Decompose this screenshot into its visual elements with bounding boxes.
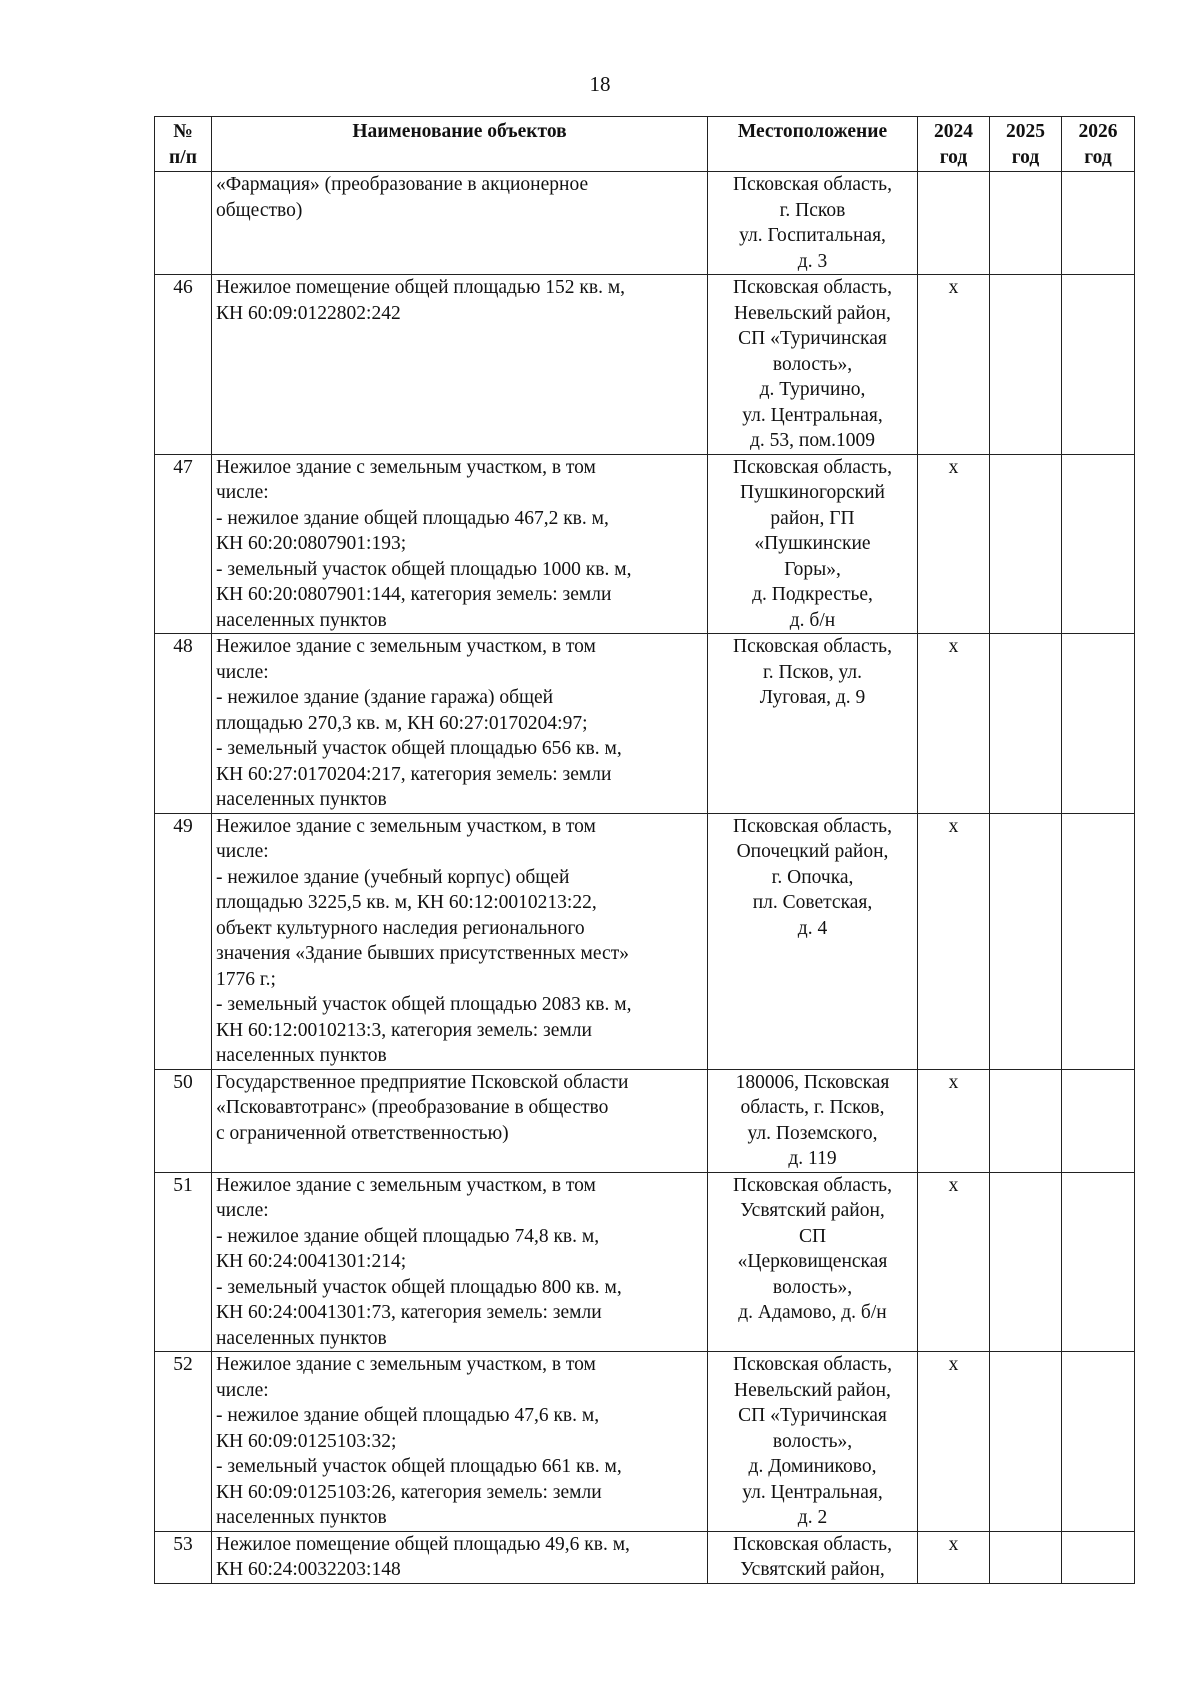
object-location-line: волость», [772, 1276, 853, 1298]
object-name-line: - земельный участок общей площадью 656 кв. м, [216, 738, 622, 759]
year-2026-cell [1062, 813, 1135, 1069]
object-name [212, 275, 708, 455]
object-name-line: «Псковавтотранс» (преобразование в общество [216, 1097, 609, 1118]
object-location [708, 1531, 918, 1583]
year-2025-cell [990, 1069, 1062, 1172]
year-2025-cell [990, 1531, 1062, 1583]
object-location-line: д. Туричино, [759, 379, 866, 400]
year-2024-cell [918, 172, 990, 275]
table-row [155, 1352, 1135, 1532]
object-location-line: Невельский район, [734, 302, 891, 324]
object-name-line: Нежилое здание с земельным участком, в том [216, 636, 596, 657]
object-name-line: Нежилое помещение общей площадью 152 кв. м, [216, 277, 626, 298]
object-name-line: числе: [216, 1379, 269, 1401]
object-location-line: ул. Поземского, [747, 1122, 878, 1144]
object-location-line: Опочецкий район, [736, 841, 889, 862]
header-year-2024-unit: год [939, 147, 968, 168]
year-2024-mark: х [948, 1533, 959, 1555]
year-2024-cell [918, 454, 990, 634]
table-row [155, 813, 1135, 1069]
year-2024-mark: х [948, 815, 959, 837]
year-2024-mark: х [948, 456, 959, 478]
object-name-line: КН 60:24:0032203:148 [216, 1559, 401, 1580]
object-location-line: пл. Советская, [752, 892, 873, 913]
object-location [708, 1069, 918, 1172]
year-2025-cell [990, 275, 1062, 455]
object-name-line: - нежилое здание (здание гаража) общей [216, 687, 554, 708]
object-location-line: г. Псков [779, 199, 846, 221]
object-location-line: СП «Туричинская [738, 1405, 887, 1426]
year-2024-mark: х [948, 636, 959, 657]
object-location-line: Псковская область, [733, 174, 892, 195]
object-name-line: объект культурного наследия регионального [216, 917, 585, 939]
object-name-line: КН 60:09:0125103:32; [216, 1430, 397, 1452]
table-body [155, 172, 1135, 1584]
object-name-line: КН 60:27:0170204:217, категория земель: земли [216, 763, 612, 785]
year-2025-cell [990, 454, 1062, 634]
object-location [708, 813, 918, 1069]
object-name [212, 172, 708, 275]
header-num [155, 117, 212, 172]
header-year-2026-value: 2026 [1078, 121, 1118, 142]
object-location-line: «Пушкинские [754, 533, 871, 554]
year-2026-cell [1062, 1172, 1135, 1352]
object-name-line: населенных пунктов [216, 609, 387, 631]
object-name-line: числе: [216, 1200, 269, 1221]
year-2024-cell [918, 1069, 990, 1172]
object-location-line: г. Опочка, [771, 866, 854, 888]
object-name-line: - нежилое здание общей площадью 467,2 кв. м, [216, 507, 609, 529]
object-name-line: населенных пунктов [216, 1507, 387, 1528]
object-location-line: Псковская область, [733, 456, 892, 478]
year-2024-cell [918, 1531, 990, 1583]
object-location-line: Псковская область, [733, 277, 892, 298]
object-location-line: г. Псков, ул. [763, 661, 862, 683]
header-year-2025-value: 2025 [1006, 121, 1045, 142]
row-number [155, 172, 212, 275]
object-name-line: Нежилое здание с земельным участком, в том [216, 815, 596, 837]
object-location-line: ул. Госпитальная, [739, 225, 886, 246]
object-location-line: д. 119 [788, 1148, 837, 1169]
object-location-line: Пушкиногорский [740, 482, 885, 503]
year-2024-mark: х [948, 1174, 959, 1196]
row-number: 48 [155, 634, 212, 814]
year-2026-cell [1062, 1069, 1135, 1172]
object-location-line: ул. Центральная, [742, 404, 883, 426]
object-location-line: СП «Туричинская [738, 328, 887, 349]
object-name-line: населенных пунктов [216, 789, 387, 810]
object-name-line: КН 60:24:0041301:214; [216, 1251, 407, 1272]
object-name-line: «Фармация» (преобразование в акционерное [216, 174, 589, 195]
object-name-line: Нежилое помещение общей площадью 49,6 кв. м, [216, 1533, 630, 1555]
year-2024-mark: х [948, 277, 959, 298]
table-row [155, 1069, 1135, 1172]
year-2026-cell [1062, 275, 1135, 455]
object-name-line: значения «Здание бывших присутственных мест» [216, 943, 629, 964]
object-location-line: волость», [772, 1430, 853, 1452]
object-location-line: волость», [772, 353, 853, 375]
object-location-line: Горы», [784, 558, 841, 580]
object-location-line: 180006, Псковская [735, 1071, 890, 1093]
object-location-line: область, г. Псков, [740, 1097, 885, 1118]
object-name-line: Нежилое здание с земельным участком, в том [216, 1354, 596, 1375]
object-name-line: - земельный участок общей площадью 2083 кв. м, [216, 994, 632, 1015]
object-name [212, 1531, 708, 1583]
object-location-line: д. б/н [789, 609, 836, 631]
object-name [212, 454, 708, 634]
year-2024-cell [918, 634, 990, 814]
object-name [212, 1069, 708, 1172]
object-name-line: Нежилое здание с земельным участком, в том [216, 1174, 596, 1196]
object-name-line: - земельный участок общей площадью 661 кв. м, [216, 1456, 622, 1477]
object-location-line: Усвятский район, [740, 1559, 885, 1580]
object-name-line: населенных пунктов [216, 1327, 387, 1349]
year-2026-cell [1062, 634, 1135, 814]
row-number: 51 [155, 1172, 212, 1352]
object-name-line: населенных пунктов [216, 1045, 387, 1066]
object-location [708, 1172, 918, 1352]
object-name-line: 1776 г.; [216, 968, 276, 990]
header-name: Наименование объектов [212, 117, 708, 172]
object-location-line: «Церковищенская [737, 1251, 888, 1272]
year-2025-cell [990, 1352, 1062, 1532]
year-2025-cell [990, 172, 1062, 275]
object-name-line: Нежилое здание с земельным участком, в том [216, 456, 596, 478]
year-2025-cell [990, 813, 1062, 1069]
object-name-line: КН 60:24:0041301:73, категория земель: земли [216, 1302, 602, 1323]
header-year-2024-value: 2024 [934, 121, 973, 142]
year-2026-cell [1062, 172, 1135, 275]
year-2024-cell [918, 1352, 990, 1532]
object-location [708, 454, 918, 634]
object-name-line: Государственное предприятие Псковской области [216, 1071, 629, 1093]
header-year-2026 [1062, 117, 1135, 172]
object-location-line: ул. Центральная, [742, 1481, 883, 1503]
object-location-line: Псковская область, [733, 1533, 892, 1555]
table-row [155, 1531, 1135, 1583]
object-location-line: Псковская область, [733, 1354, 892, 1375]
object-location-line: д. Доминиково, [748, 1456, 877, 1477]
header-year-2025 [990, 117, 1062, 172]
object-name-line: числе: [216, 661, 269, 683]
object-name-line: с ограниченной ответственностью) [216, 1122, 509, 1144]
object-name-line: - нежилое здание общей площадью 74,8 кв. м, [216, 1225, 600, 1247]
object-location-line: Псковская область, [733, 1174, 892, 1196]
object-name-line: - земельный участок общей площадью 800 кв. м, [216, 1276, 622, 1298]
object-name-line: - нежилое здание общей площадью 47,6 кв. м, [216, 1405, 600, 1426]
header-year-2025-unit: год [1011, 147, 1040, 168]
header-num-line1: № [173, 121, 193, 142]
header-location: Местоположение [708, 117, 918, 172]
objects-table [154, 116, 1135, 1584]
table-row [155, 275, 1135, 455]
object-name-line: числе: [216, 482, 269, 503]
object-location-line: Усвятский район, [740, 1200, 885, 1221]
year-2024-cell [918, 1172, 990, 1352]
row-number: 47 [155, 454, 212, 634]
year-2025-cell [990, 1172, 1062, 1352]
object-location-line: д. Подкрестье, [752, 584, 873, 605]
object-location-line: д. 4 [797, 917, 828, 939]
row-number: 52 [155, 1352, 212, 1532]
table-row [155, 172, 1135, 275]
object-name-line: - нежилое здание (учебный корпус) общей [216, 866, 570, 888]
object-name-line: КН 60:20:0807901:144, категория земель: земли [216, 584, 612, 605]
object-location-line: район, ГП [770, 507, 855, 529]
object-location-line: д. Адамово, д. б/н [738, 1302, 887, 1323]
object-location-line: Невельский район, [734, 1379, 891, 1401]
table-row [155, 454, 1135, 634]
object-name [212, 1172, 708, 1352]
object-name-line: числе: [216, 841, 269, 862]
object-name [212, 634, 708, 814]
object-name-line: площадью 270,3 кв. м, КН 60:27:0170204:97; [216, 712, 588, 734]
year-2024-cell [918, 275, 990, 455]
header-year-2026-unit: год [1084, 147, 1112, 168]
row-number: 50 [155, 1069, 212, 1172]
object-location-line: Псковская область, [733, 815, 892, 837]
object-name-line: общество) [216, 199, 303, 221]
object-name-line: - земельный участок общей площадью 1000 кв. м, [216, 558, 632, 580]
year-2024-mark: х [948, 1071, 959, 1093]
object-location [708, 1352, 918, 1532]
year-2025-cell [990, 634, 1062, 814]
table-row [155, 634, 1135, 814]
object-location-line: д. 3 [797, 250, 828, 272]
object-name [212, 813, 708, 1069]
row-number: 46 [155, 275, 212, 455]
header-year-2024 [918, 117, 990, 172]
object-name-line: КН 60:09:0122802:242 [216, 302, 401, 324]
header-num-line2: п/п [169, 146, 197, 168]
object-location-line: Луговая, д. 9 [759, 687, 866, 708]
row-number: 53 [155, 1531, 212, 1583]
year-2026-cell [1062, 454, 1135, 634]
year-2026-cell [1062, 1352, 1135, 1532]
object-location-line: д. 53, пом.1009 [750, 430, 875, 451]
header-row [155, 117, 1135, 172]
row-number: 49 [155, 813, 212, 1069]
object-location [708, 634, 918, 814]
object-name-line: КН 60:12:0010213:3, категория земель: земли [216, 1019, 592, 1041]
object-name-line: КН 60:20:0807901:193; [216, 533, 407, 554]
year-2026-cell [1062, 1531, 1135, 1583]
object-name-line: площадью 3225,5 кв. м, КН 60:12:0010213:22, [216, 892, 597, 913]
object-name-line: КН 60:09:0125103:26, категория земель: земли [216, 1481, 602, 1503]
year-2024-mark: х [948, 1354, 959, 1375]
object-location-line: СП [798, 1225, 827, 1247]
year-2024-cell [918, 813, 990, 1069]
object-name [212, 1352, 708, 1532]
object-location [708, 275, 918, 455]
object-location-line: д. 2 [797, 1507, 828, 1528]
page-number: 18 [589, 72, 611, 96]
object-location-line: Псковская область, [733, 636, 892, 657]
object-location [708, 172, 918, 275]
table-row [155, 1172, 1135, 1352]
